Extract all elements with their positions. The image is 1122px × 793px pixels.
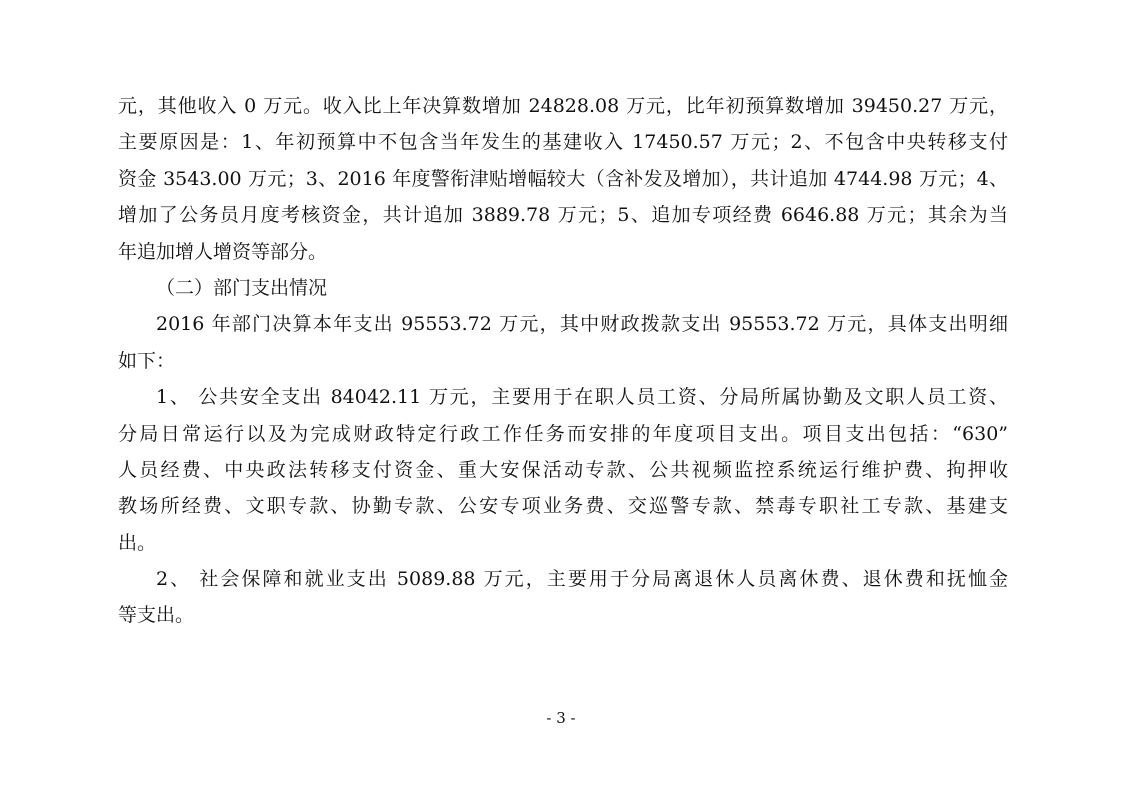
text-line: 分局日常运行以及为完成财政特定行政工作任务而安排的年度项目支出。项目支出包括：“630” [118,422,1008,445]
section-heading: （二）部门支出情况 [156,276,328,299]
page-number: - 3 - [546,709,576,727]
text-line: 年追加增人增资等部分。 [118,240,328,263]
text-line: 主要原因是：1、年初预算中不包含当年发生的基建收入 17450.57 万元；2、不包含中央转移支付 [118,131,1008,154]
text-line: 等支出。 [118,604,195,627]
text-line: 元，其他收入 0 万元。收入比上年决算数增加 24828.08 万元，比年初预算数增加 39450.27 万元， [118,95,1008,117]
body-text [118,88,1008,634]
text-line: 教场所经费、文职专款、协勤专款、公安专项业务费、交巡警专款、禁毒专职社工专款、基建支 [118,495,1008,518]
list-item-text: 2、 社会保障和就业支出 5089.88 万元，主要用于分局离退休人员离休费、退休费和抚恤金 [156,568,1008,591]
text-line: 如下： [118,349,176,372]
text-line: 人员经费、中央政法转移支付资金、重大安保活动专款、公共视频监控系统运行维护费、拘押收 [118,458,1008,481]
text-line: 出。 [118,531,157,554]
list-item-text: 1、 公共安全支出 84042.11 万元，主要用于在职人员工资、分局所属协勤及文职人员工资、 [156,386,1008,409]
text-line: 2016 年部门决算本年支出 95553.72 万元，其中财政拨款支出 95553.72 万元，具体支出明细 [156,313,1008,336]
text-line: 资金 3543.00 万元；3、2016 年度警衔津贴增幅较大（含补发及增加），共计追加 4744.98 万元；4、 [118,167,1008,190]
text-line: 增加了公务员月度考核资金，共计追加 3889.78 万元；5、追加专项经费 6646.88 万元；其余为当 [118,204,1008,227]
